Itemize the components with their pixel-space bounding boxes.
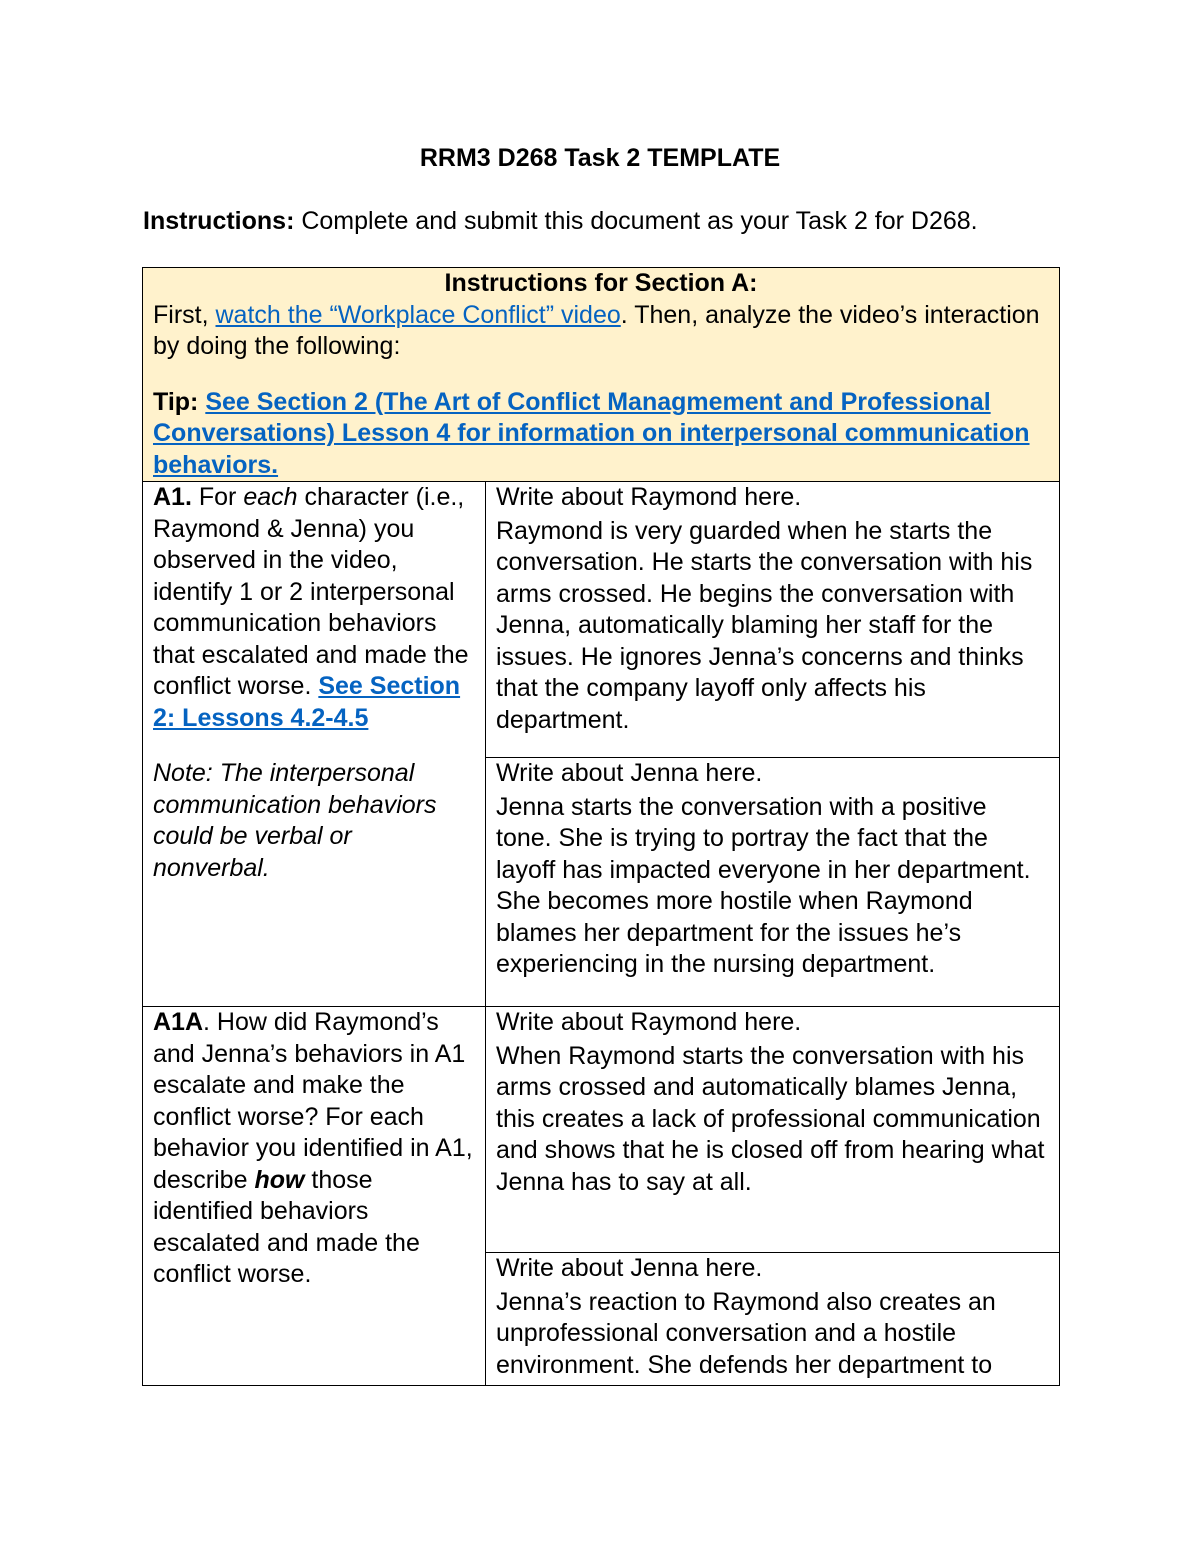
first-suffix: . Then, analyze the video’s interaction by doing the following:	[153, 300, 1040, 360]
section-2-lesson-4-link[interactable]: See Section 2 (The Art of Conflict Managmement and Professional Conversations) Lesson 4 for information on interpersonal communication behaviors.	[153, 387, 1030, 479]
instructions-paragraph	[143, 205, 1013, 237]
a1a-jenna-response: Jenna’s reaction to Raymond also creates an unprofessional conversation and a hostile environment. She defends her department to	[496, 1287, 996, 1379]
a1-prompt	[153, 482, 475, 734]
instructions-label: Instructions:	[143, 207, 295, 235]
a1a-label: A1A	[153, 1008, 204, 1036]
first-prefix: First,	[153, 300, 216, 329]
a1-raymond-response: Raymond is very guarded when he starts the conversation. He starts the conversation with his arms crossed. He begins the conversation with Jenna, automatically blaming her staff for the issues. He ignores Jenna’s concerns and thinks that the company layoff only affects his department.	[496, 516, 1033, 734]
a1-prompt-part2: character (i.e., Raymond & Jenna) you observed in the video, identify 1 or 2 interpersonal communication behaviors that escalated and made the conflict worse.	[153, 483, 469, 700]
a1a-raymond-heading: Write about Raymond here.	[496, 1008, 802, 1036]
a1-row-raymond	[143, 482, 1060, 758]
a1-prompt-emphasis: each	[243, 483, 298, 511]
instructions-text: Complete and submit this document as your Task 2 for D268.	[294, 207, 978, 235]
spacer	[153, 734, 475, 758]
a1-jenna-heading: Write about Jenna here.	[496, 759, 763, 787]
a1a-row-raymond	[143, 1007, 1060, 1253]
section-2-lessons-link[interactable]: See Section 2: Lessons 4.2-4.5	[153, 672, 461, 732]
a1a-prompt-part1: . How did Raymond’s and Jenna’s behaviors in A1 escalate and make the conflict worse? For each behavior you identified in A1, describe	[153, 1008, 473, 1194]
section-a-heading: Instructions for Section A:	[444, 269, 758, 297]
a1-label: A1.	[153, 483, 192, 511]
section-a-header-row	[143, 268, 1060, 482]
a1-jenna-response: Jenna starts the conversation with a positive tone. She is trying to portray the fact that the layoff has impacted everyone in her department. She becomes more hostile when Raymond blames her department for the issues he’s experiencing in the nursing department.	[496, 792, 1031, 978]
a1a-raymond-response: When Raymond starts the conversation with his arms crossed and automatically blames Jenna, this creates a lack of professional communication and shows that he is closed off from hearing what Jenna has to say at all.	[496, 1041, 1045, 1196]
section-a-tip	[153, 387, 1049, 482]
a1-jenna-response-cell[interactable]	[486, 758, 1060, 1007]
a1a-prompt-cell	[143, 1007, 486, 1386]
section-a-instructions-cell	[143, 268, 1060, 482]
task-template-table	[142, 267, 1060, 1386]
section-a-first-step	[153, 300, 1049, 363]
spacer	[153, 363, 1049, 387]
tip-label: Tip:	[153, 387, 199, 416]
workplace-conflict-video-link[interactable]: watch the “Workplace Conflict” video	[215, 300, 621, 329]
a1-raymond-heading: Write about Raymond here.	[496, 483, 802, 511]
a1a-prompt-part2: those identified behaviors escalated and made the conflict worse.	[153, 1165, 420, 1288]
a1a-jenna-heading: Write about Jenna here.	[496, 1254, 763, 1282]
a1-prompt-part1: For	[191, 483, 244, 511]
a1a-prompt	[153, 1007, 475, 1291]
a1a-raymond-response-cell[interactable]	[486, 1007, 1060, 1253]
document-title: RRM3 D268 Task 2 TEMPLATE	[419, 144, 781, 172]
a1a-prompt-emphasis: how	[254, 1165, 305, 1194]
a1-prompt-cell	[143, 482, 486, 1007]
a1-note: Note: The interpersonal communication behaviors could be verbal or nonverbal.	[153, 759, 437, 882]
a1a-jenna-response-cell[interactable]	[486, 1253, 1060, 1386]
a1-raymond-response-cell[interactable]	[486, 482, 1060, 758]
